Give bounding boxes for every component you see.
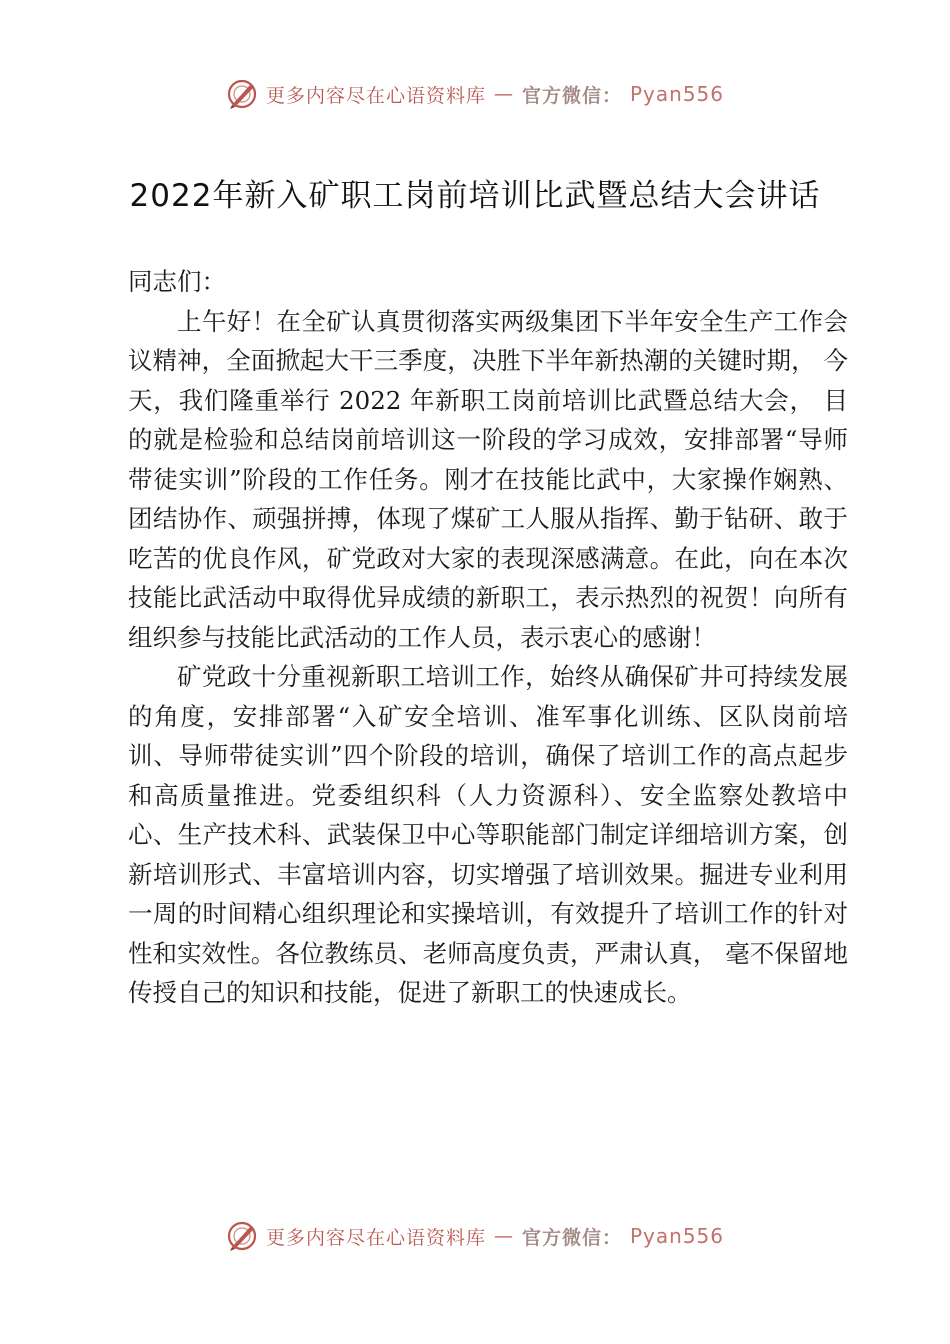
banner-label: 官方微信： [521, 84, 622, 107]
paragraph-1: 上午好！在全矿认真贯彻落实两级集团下半年安全生产工作会议精神，全面掀起大干三季度，决胜下半年新热潮的关键时期， 今天，我们隆重举行 2022 年新职工岗前培训比武暨总结大会， 目的就是检验和总结岗前培训这一阶段的学习成效，安排部署“导师带徒实训”阶段的工作任务。刚才在技能比武中，大家操作娴熟、团结协作、顽强拼搏，体现了煤矿工人服从指挥、勤于钻研、敢于吃苦的优良作风，矿党政对大家的表现深感满意。在此，向在本次技能比武活动中取得优异成绩的新职工，表示热烈的祝贺！向所有组织参与技能比武活动的工作人员，表示衷心的感谢！ [128, 306, 848, 652]
header-banner [0, 72, 950, 116]
banner-separator: — [493, 83, 514, 105]
banner-wechat-id: Pyan556 [630, 82, 725, 106]
banner-label: 官方微信： [521, 1226, 622, 1249]
document-body [128, 262, 848, 1013]
banner-promo-text: 更多内容尽在心语资料库 [265, 84, 486, 107]
salutation: 同志们： [128, 267, 226, 296]
banner-separator: — [493, 1225, 514, 1247]
document-title: 2022年新入矿职工岗前培训比武暨总结大会讲话 [129, 178, 821, 214]
footer-banner [0, 1214, 950, 1258]
paragraph-2: 矿党政十分重视新职工培训工作，始终从确保矿井可持续发展的角度，安排部署“入矿安全培训、准军事化训练、区队岗前培训、导师带徒实训”四个阶段的培训，确保了培训工作的高点起步和高质量推进。党委组织科（人力资源科）、安全监察处教培中心、生产技术科、武装保卫中心等职能部门制定详细培训方案，创新培训形式、丰富培训内容，切实增强了培训效果。掘进专业利用一周的时间精心组织理论和实操培训，有效提升了培训工作的针对性和实效性。各位教练员、老师高度负责，严肃认真， 毫不保留地传授自己的知识和技能，促进了新职工的快速成长。 [128, 662, 848, 1007]
pen-circle-logo-icon [226, 78, 258, 110]
banner-wechat-id: Pyan556 [630, 1224, 725, 1248]
banner-promo-text: 更多内容尽在心语资料库 [265, 1226, 486, 1249]
pen-circle-logo-icon [226, 1220, 258, 1252]
